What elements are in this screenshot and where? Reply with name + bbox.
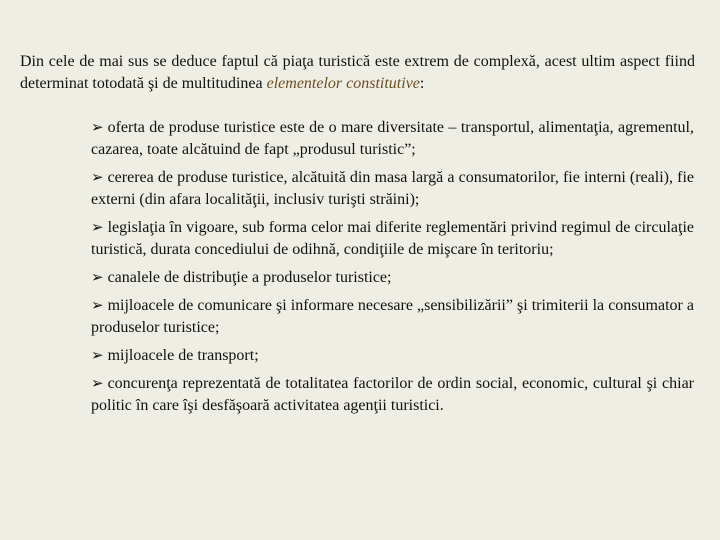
arrow-bullet-icon: ➢ [91, 168, 104, 186]
list-item [91, 294, 694, 339]
arrow-bullet-icon: ➢ [91, 346, 104, 364]
arrow-bullet-icon: ➢ [91, 268, 104, 286]
intro-emphasis: elementelor constitutive [266, 75, 420, 92]
list-item [91, 166, 694, 211]
arrow-bullet-icon: ➢ [91, 118, 104, 136]
list-item-text: canalele de distribuţie a produselor turistice; [107, 269, 392, 286]
arrow-bullet-icon: ➢ [91, 218, 104, 236]
list-item [91, 344, 694, 367]
list-item-text: legislaţia în vigoare, sub forma celor mai diferite reglementări privind regimul de circulaţie turistică, durata concediului de odihnă, condiţiile de mişcare în teritoriu; [91, 219, 694, 258]
intro-text: Din cele de mai sus se deduce faptul că piaţa turistică este extrem de complexă, acest ultim aspect fiind determinat totodată şi de multitudinea [20, 53, 695, 92]
list-item-text: mijloacele de transport; [107, 347, 259, 364]
list-item [91, 216, 694, 261]
list-item-text: concurenţa reprezentată de totalitatea factorilor de ordin social, economic, cultural şi chiar politic în care îşi desfăşoară activitatea agenţii turistici. [91, 375, 694, 414]
list-item [91, 266, 694, 289]
list-item-text: cererea de produse turistice, alcătuită din masa largă a consumatorilor, fie interni (reali), fie externi (din afara localităţii, inclusiv turişti străini); [91, 169, 694, 208]
intro-colon: : [419, 75, 425, 92]
list-item [91, 372, 694, 417]
list-item-text: oferta de produse turistice este de o mare diversitate – transportul, alimentaţia, agrementul, cazarea, toate alcătuind de fapt „produsul turistic”; [91, 119, 694, 158]
list-item-text: mijloacele de comunicare şi informare necesare „sensibilizării” şi trimiterii la consumator a produselor turistice; [91, 297, 694, 336]
arrow-bullet-icon: ➢ [91, 374, 104, 392]
bullet-list [91, 116, 694, 422]
list-item [91, 116, 694, 161]
arrow-bullet-icon: ➢ [91, 296, 104, 314]
intro-paragraph [20, 51, 695, 95]
